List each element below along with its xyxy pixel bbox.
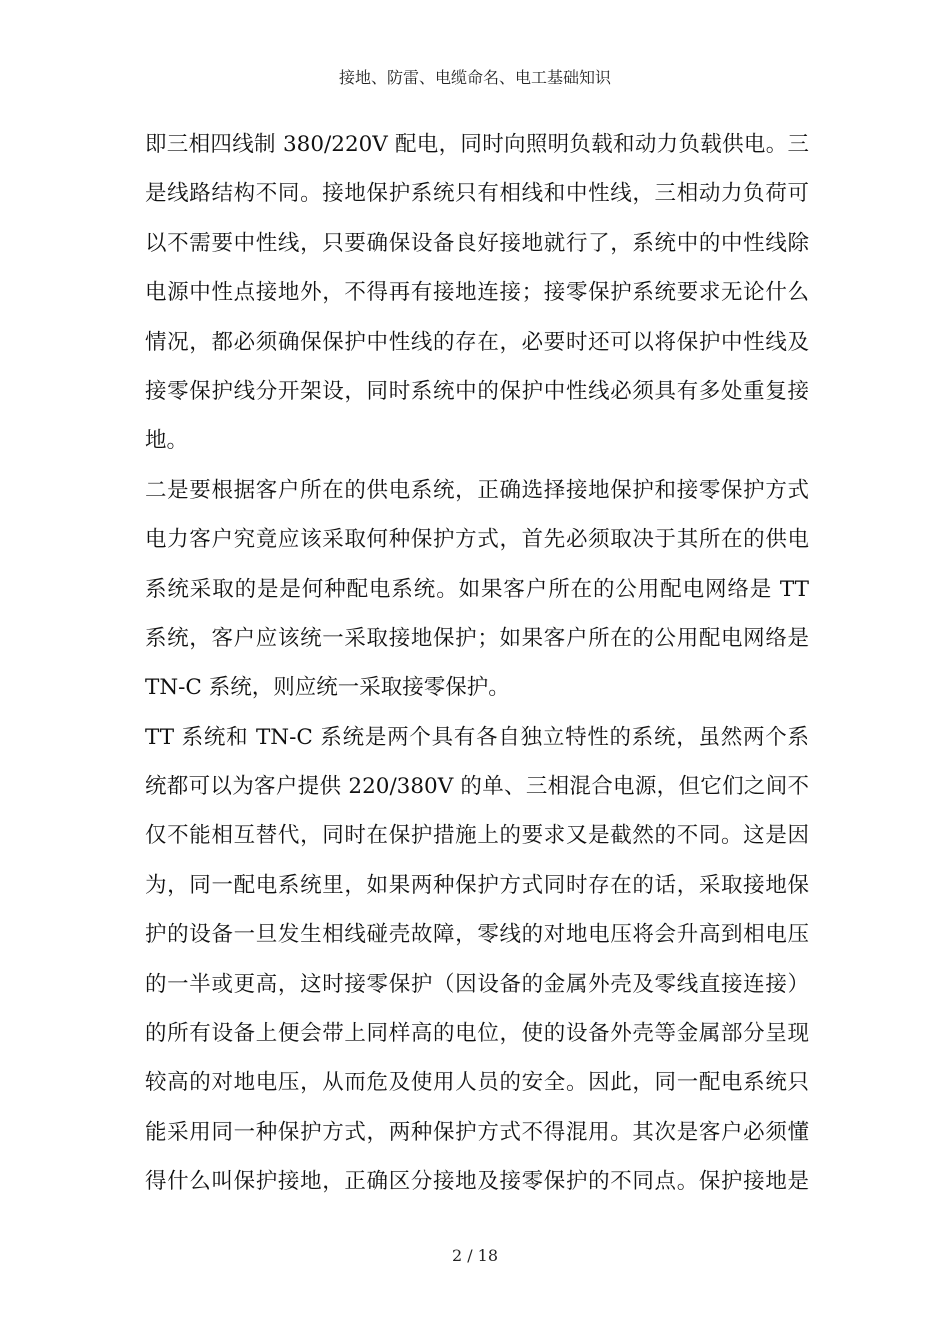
text-line: 即三相四线制 380/220V 配电，同时向照明负载和动力负载供电。三 [145, 132, 809, 157]
text-line: 接零保护线分开架设，同时系统中的保护中性线必须具有多处重复接 [145, 378, 809, 404]
text-line: 护的设备一旦发生相线碰壳故障，零线的对地电压将会升高到相电压 [145, 922, 809, 948]
page-number: 2 / 18 [451, 1246, 499, 1265]
document-body [145, 120, 809, 1207]
text-line: 得什么叫保护接地，正确区分接地及接零保护的不同点。保护接地是 [145, 1169, 809, 1195]
text-line: 是线路结构不同。接地保护系统只有相线和中性线，三相动力负荷可 [145, 181, 809, 207]
header-divider [142, 100, 808, 101]
text-line: 为，同一配电系统里，如果两种保护方式同时存在的话，采取接地保 [145, 872, 809, 898]
text-line: 仅不能相互替代，同时在保护措施上的要求又是截然的不同。这是因 [145, 823, 809, 849]
text-line: 的所有设备上便会带上同样高的电位，使的设备外壳等金属部分呈现 [145, 1021, 809, 1047]
text-line: TN-C 系统，则应统一采取接零保护。 [145, 675, 510, 701]
text-line: TT 系统和 TN-C 系统是两个具有各自独立特性的系统，虽然两个系 [145, 724, 809, 750]
text-line: 系统采取的是是何种配电系统。如果客户所在的公用配电网络是 TT [145, 576, 809, 602]
text-line: 地。 [145, 428, 189, 454]
text-line: 二是要根据客户所在的供电系统，正确选择接地保护和接零保护方式 [145, 477, 809, 503]
text-line: 以不需要中性线，只要确保设备良好接地就行了，系统中的中性线除 [145, 230, 809, 256]
text-line: 电源中性点接地外，不得再有接地连接；接零保护系统要求无论什么 [145, 280, 809, 306]
text-line: 情况，都必须确保保护中性线的存在，必要时还可以将保护中性线及 [145, 329, 809, 355]
page-header: 接地、防雷、电缆命名、电工基础知识 [338, 68, 611, 87]
text-line: 系统，客户应该统一采取接地保护；如果客户所在的公用配电网络是 [145, 625, 809, 651]
text-line: 统都可以为客户提供 220/380V 的单、三相混合电源，但它们之间不 [145, 774, 809, 800]
text-line: 电力客户究竟应该采取何种保护方式，首先必须取决于其所在的供电 [145, 527, 809, 553]
text-line: 能采用同一种保护方式，两种保护方式不得混用。其次是客户必须懂 [145, 1119, 809, 1145]
text-line: 的一半或更高，这时接零保护（因设备的金属外壳及零线直接连接） [145, 971, 809, 997]
text-line: 较高的对地电压，从而危及使用人员的安全。因此，同一配电系统只 [145, 1070, 809, 1096]
